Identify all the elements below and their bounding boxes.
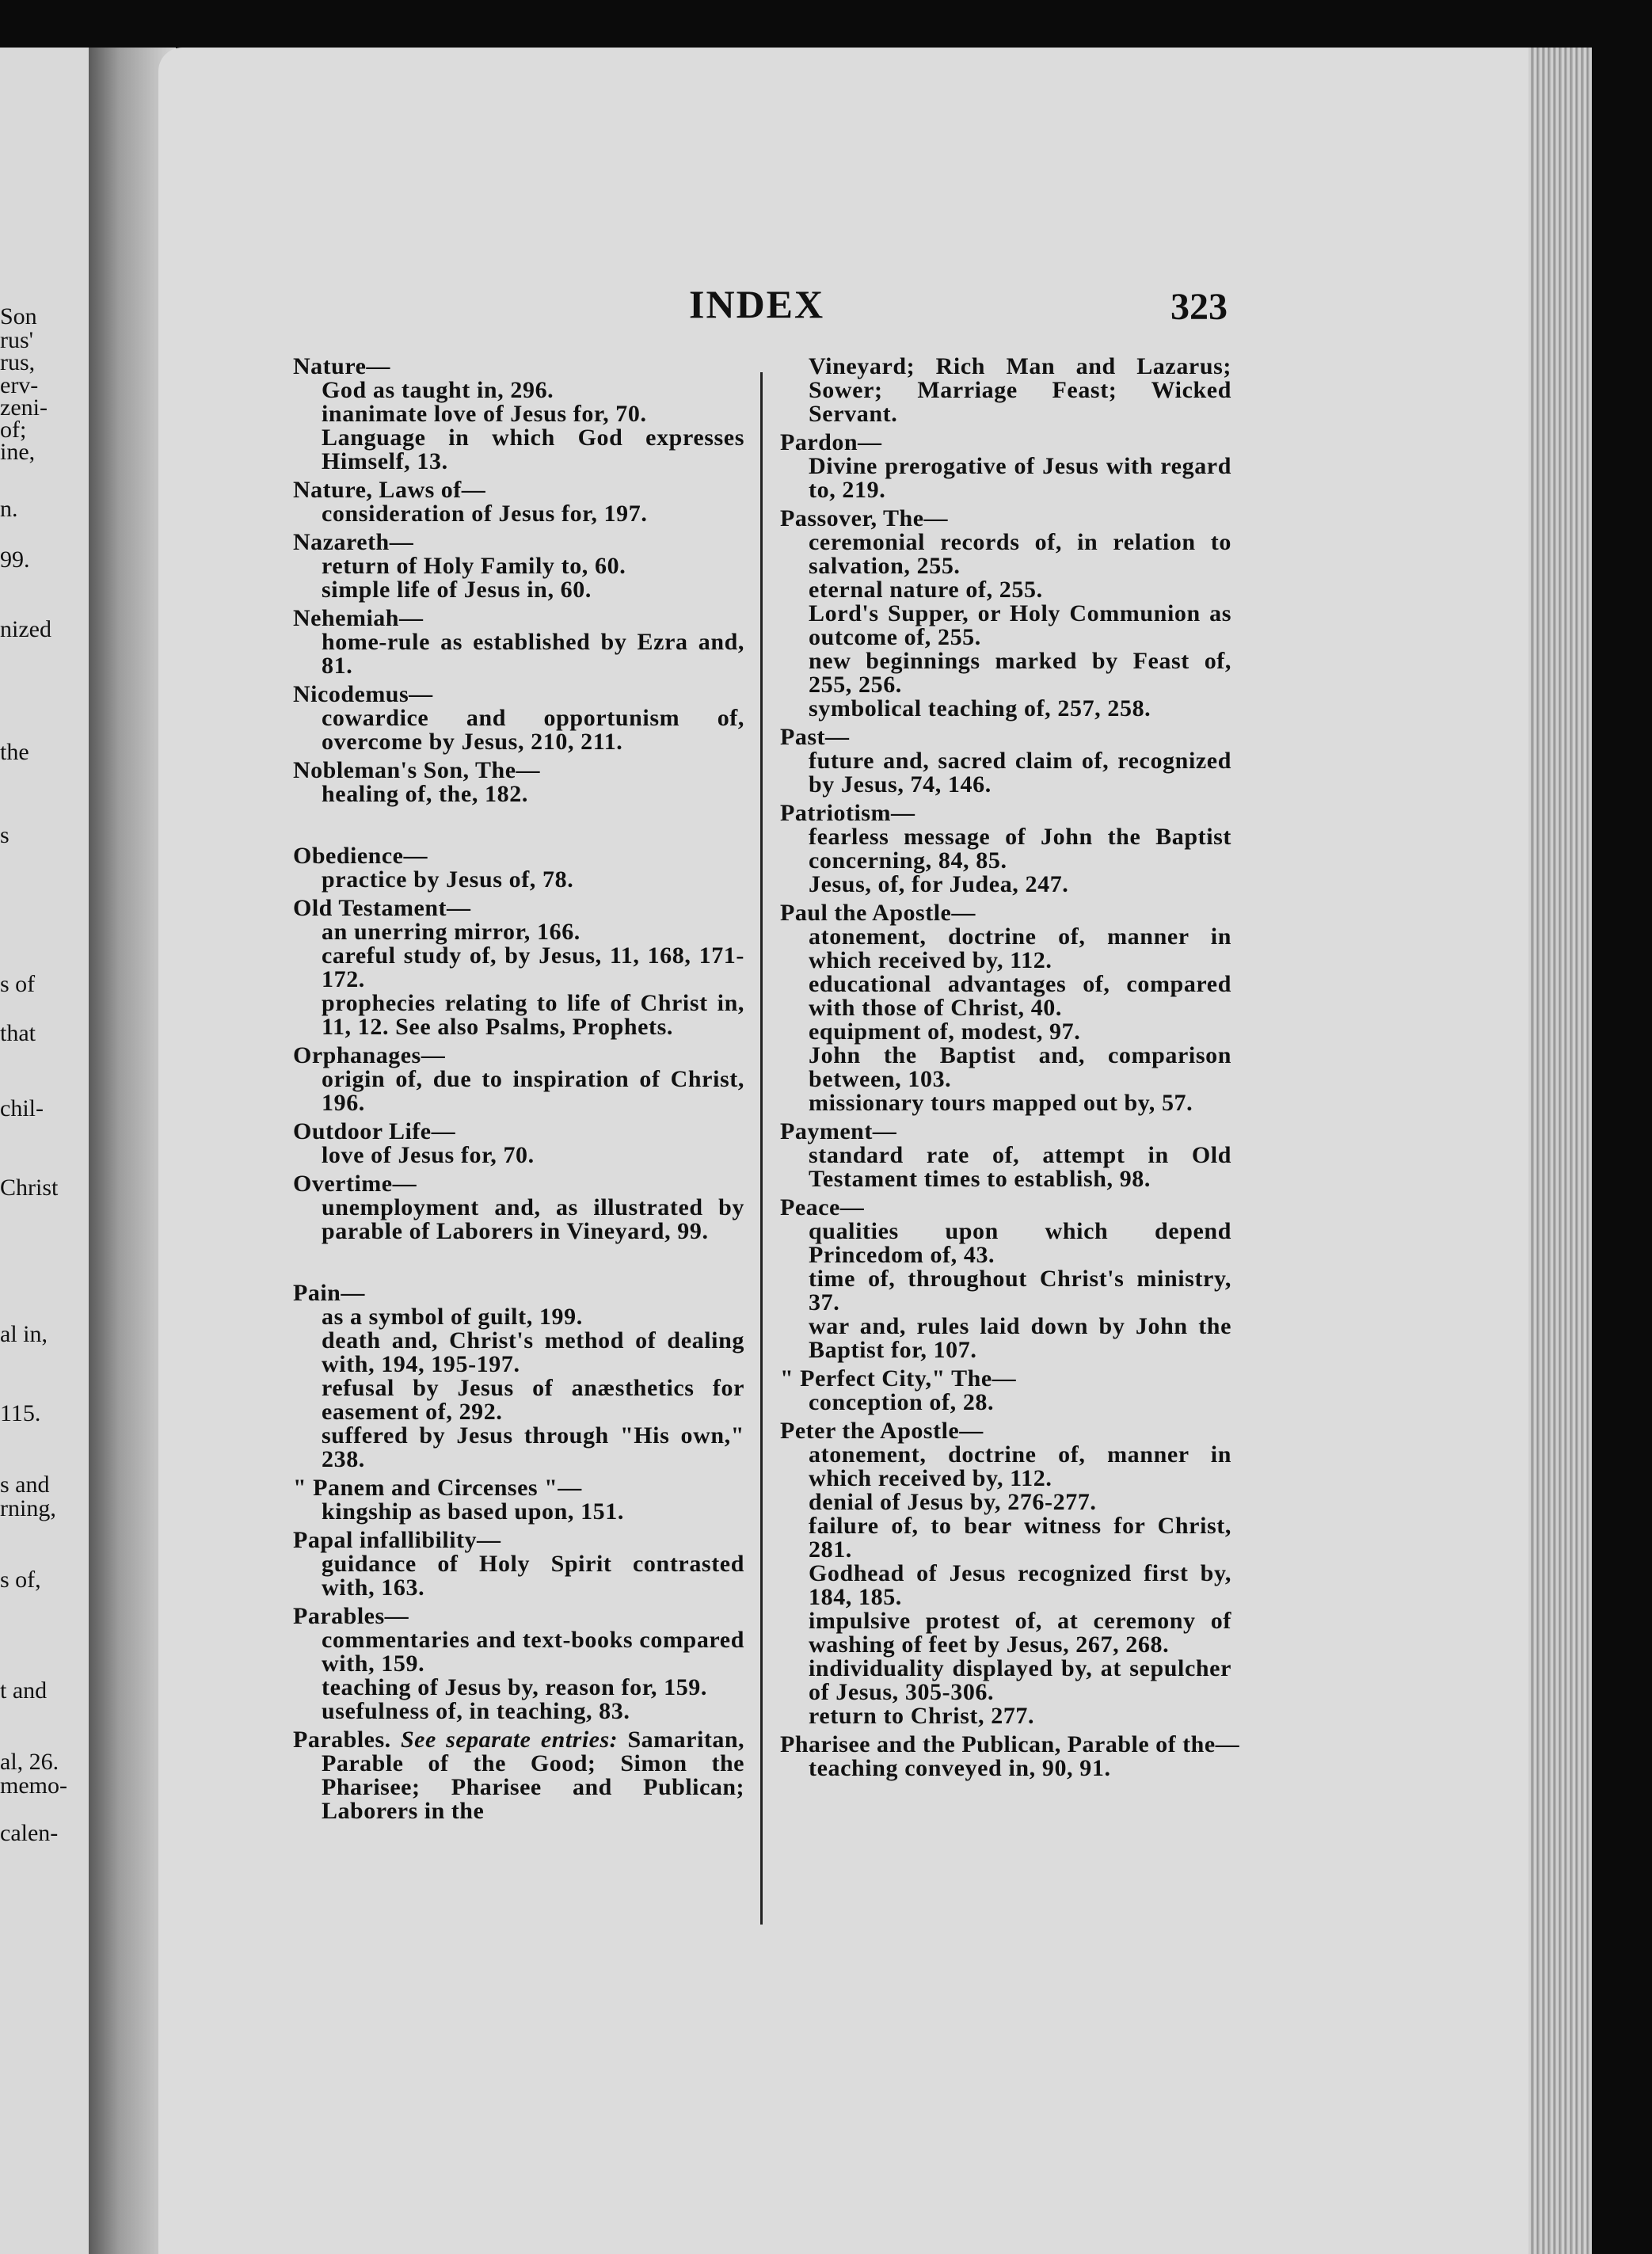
index-subentry: an unerring mirror, 166.	[322, 919, 580, 945]
index-heading-text: Payment—	[780, 1118, 897, 1144]
index-subentry: death and, Christ's method of dealing with, 194, 195-197.	[322, 1327, 744, 1377]
index-heading-text: Pain—	[293, 1280, 365, 1306]
facing-page-fragment: Son	[0, 303, 37, 329]
index-heading	[780, 1367, 1231, 1391]
facing-page-fragment: rning,	[0, 1495, 56, 1521]
facing-page-fragment: al, 26.	[0, 1749, 59, 1775]
index-subentry: impulsive protest of, at ceremony of washing of feet by Jesus, 267, 268.	[809, 1608, 1231, 1658]
facing-page-fragment: zeni-	[0, 394, 48, 421]
facing-page-fragment: n.	[0, 496, 18, 522]
index-entry	[293, 897, 744, 1039]
index-subentry: refusal by Jesus of anæsthetics for easement of, 292.	[322, 1375, 744, 1425]
index-heading-text: Pardon—	[780, 429, 882, 455]
index-entry	[293, 531, 744, 602]
index-entry	[780, 801, 1231, 897]
facing-page-fragment: 115.	[0, 1400, 41, 1426]
index-heading-text: Nature—	[293, 353, 390, 379]
index-heading	[780, 1731, 1240, 1757]
index-entry	[293, 1476, 744, 1524]
index-entry	[293, 1172, 744, 1243]
index-entry	[780, 1367, 1231, 1414]
index-subentry: usefulness of, in teaching, 83.	[322, 1698, 630, 1724]
facing-page-fragment: ine,	[0, 439, 36, 465]
index-entry	[780, 1196, 1231, 1362]
index-entry	[780, 355, 1231, 426]
facing-page-fragment: the	[0, 739, 29, 765]
index-entry	[293, 1605, 744, 1723]
index-entry	[293, 1044, 744, 1115]
index-heading	[780, 1419, 1231, 1443]
page-number: 323	[1170, 286, 1228, 328]
index-subentry: symbolical teaching of, 257, 258.	[809, 695, 1151, 722]
index-subentry: practice by Jesus of, 78.	[322, 866, 574, 893]
index-heading	[293, 1172, 744, 1196]
index-entry-continuation: Vineyard; Rich Man and Lazarus; Sower; Marriage Feast; Wicked Servant.	[809, 353, 1231, 427]
index-heading-text: Orphanages—	[293, 1042, 446, 1068]
index-subentry: Divine prerogative of Jesus with regard to, 219.	[809, 453, 1231, 503]
index-subentry: war and, rules laid down by John the Baptist for, 107.	[809, 1313, 1231, 1363]
index-entry	[780, 1731, 1240, 1781]
index-subentry: Language in which God expresses Himself, 13.	[322, 425, 744, 474]
index-entry	[293, 683, 744, 754]
index-subentry: return of Holy Family to, 60.	[322, 553, 626, 579]
index-heading	[780, 1120, 1231, 1144]
index-subentry: Lord's Supper, or Holy Communion as outcome of, 255.	[809, 600, 1231, 650]
index-heading	[293, 1728, 744, 1823]
index-heading	[293, 683, 744, 706]
index-entry	[293, 1120, 744, 1167]
index-heading	[293, 1044, 744, 1068]
index-subentry: unemployment and, as illustrated by parable of Laborers in Vineyard, 99.	[322, 1194, 744, 1244]
index-column-left	[293, 355, 744, 1828]
facing-page-fragment: chil-	[0, 1095, 44, 1121]
facing-page-fragment: calen-	[0, 1820, 59, 1846]
index-heading	[780, 901, 1231, 925]
running-head: INDEX	[689, 282, 825, 326]
index-heading	[293, 531, 744, 554]
index-subentry: qualities upon which depend Princedom of, 43.	[809, 1218, 1231, 1268]
index-heading-text: Peace—	[780, 1194, 865, 1220]
index-subentry: careful study of, by Jesus, 11, 168, 171-172.	[322, 942, 744, 992]
facing-page-fragment: Christ	[0, 1175, 59, 1201]
index-entry	[780, 1419, 1231, 1728]
index-subentry: healing of, the, 182.	[322, 781, 528, 807]
index-heading	[293, 478, 744, 502]
index-subentry: consideration of Jesus for, 197.	[322, 501, 648, 527]
index-subentry: conception of, 28.	[809, 1389, 995, 1415]
index-entry	[293, 759, 744, 806]
facing-page-fragment: s	[0, 822, 10, 848]
index-heading	[293, 355, 744, 379]
index-heading-text: Obedience—	[293, 843, 428, 869]
index-heading	[780, 1196, 1231, 1220]
index-subentry: teaching conveyed in, 90, 91.	[809, 1755, 1111, 1781]
index-subentry: return to Christ, 277.	[809, 1703, 1035, 1729]
facing-page-fragment: memo-	[0, 1772, 67, 1799]
index-heading-text: Nehemiah—	[293, 605, 424, 631]
index-heading-text: Patriotism—	[780, 800, 915, 826]
index-heading-text: Passover, The—	[780, 505, 949, 531]
index-subentry: ceremonial records of, in relation to salvation, 255.	[809, 529, 1231, 579]
index-subentry: atonement, doctrine of, manner in which received by, 112.	[809, 1441, 1231, 1491]
index-subentry: guidance of Holy Spirit contrasted with, 163.	[322, 1551, 744, 1601]
letter-group-gap	[293, 811, 744, 844]
see-reference-label: See separate entries:	[401, 1727, 619, 1753]
index-heading	[780, 507, 1231, 531]
index-heading	[780, 801, 1231, 825]
index-subentry: future and, sacred claim of, recognized by Jesus, 74, 146.	[809, 748, 1231, 798]
index-subentry: as a symbol of guilt, 199.	[322, 1304, 583, 1330]
facing-page-fragment: that	[0, 1020, 36, 1046]
index-subentry: God as taught in, 296.	[322, 377, 554, 403]
index-subentry: simple life of Jesus in, 60.	[322, 577, 592, 603]
index-subentry: fearless message of John the Baptist concerning, 84, 85.	[809, 824, 1231, 874]
index-entry	[780, 507, 1231, 721]
index-subentry: eternal nature of, 255.	[809, 577, 1043, 603]
facing-page-fragment: 99.	[0, 546, 30, 573]
index-heading-text: Papal infallibility—	[293, 1527, 501, 1553]
facing-page-fragment: s and	[0, 1472, 50, 1498]
index-subentry: standard rate of, attempt in Old Testament times to establish, 98.	[809, 1142, 1231, 1192]
index-entry	[293, 355, 744, 474]
index-subentry: failure of, to bear witness for Christ, 281.	[809, 1513, 1231, 1563]
facing-page-fragment: rus'	[0, 327, 34, 353]
index-subentry: time of, throughout Christ's ministry, 37.	[809, 1266, 1231, 1315]
index-entry	[293, 607, 744, 678]
index-entry	[780, 901, 1231, 1115]
index-heading-text: Pharisee and the Publican, Parable of the—	[780, 1731, 1240, 1757]
index-subentry: new beginnings marked by Feast of, 255, 256.	[809, 648, 1231, 698]
index-heading	[780, 725, 1231, 749]
index-heading	[780, 431, 1231, 455]
index-subentry: kingship as based upon, 151.	[322, 1498, 624, 1525]
index-subentry: atonement, doctrine of, manner in which received by, 112.	[809, 923, 1231, 973]
index-subentry: inanimate love of Jesus for, 70.	[322, 401, 647, 427]
index-heading-text: Paul the Apostle—	[780, 900, 976, 926]
index-heading-text: Nobleman's Son, The—	[293, 757, 541, 783]
facing-page-fragment: s of,	[0, 1567, 41, 1593]
facing-page-fragment: nized	[0, 616, 51, 642]
index-entry	[293, 1281, 744, 1472]
index-subentry: love of Jesus for, 70.	[322, 1142, 535, 1168]
index-heading	[293, 1120, 744, 1144]
facing-page-fragment: rus,	[0, 349, 36, 375]
index-subentry: home-rule as established by Ezra and, 81.	[322, 629, 744, 679]
index-subentry: commentaries and text-books compared with, 159.	[322, 1627, 744, 1677]
index-heading-text: Past—	[780, 724, 850, 750]
facing-page-fragment: t and	[0, 1677, 48, 1704]
index-subentry: equipment of, modest, 97.	[809, 1018, 1081, 1045]
index-heading	[293, 1476, 744, 1500]
facing-page-strip	[0, 48, 91, 2254]
index-heading-text: Outdoor Life—	[293, 1118, 456, 1144]
index-heading-text: Parables—	[293, 1603, 409, 1629]
index-heading-text: Nicodemus—	[293, 681, 433, 707]
scan-background-edge	[1592, 48, 1652, 2254]
index-heading-text: Overtime—	[293, 1171, 417, 1197]
index-entry	[293, 1728, 744, 1823]
index-heading-text: Old Testament—	[293, 895, 471, 921]
facing-page-fragment: of;	[0, 417, 27, 443]
index-entry	[780, 1120, 1231, 1191]
index-heading	[293, 897, 744, 920]
index-subentry: origin of, due to inspiration of Christ, 196.	[322, 1066, 744, 1116]
index-subentry: missionary tours mapped out by, 57.	[809, 1090, 1193, 1116]
index-entry	[293, 1529, 744, 1600]
index-heading	[293, 607, 744, 630]
index-subentry: teaching of Jesus by, reason for, 159.	[322, 1674, 707, 1700]
index-entry	[293, 844, 744, 892]
index-heading-text: " Perfect City," The—	[780, 1365, 1017, 1392]
index-column-right	[780, 353, 1240, 1785]
facing-page-fragment: s of	[0, 971, 36, 997]
index-heading-text: " Panem and Circenses "—	[293, 1475, 582, 1501]
index-subentry: individuality displayed by, at sepulcher of Jesus, 305-306.	[809, 1655, 1231, 1705]
letter-group-gap	[293, 1248, 744, 1281]
index-heading	[293, 1281, 744, 1305]
index-subentry: educational advantages of, compared with those of Christ, 40.	[809, 971, 1231, 1021]
column-rule	[760, 372, 763, 1925]
index-heading-text: Parables.	[293, 1727, 391, 1753]
index-heading	[293, 1605, 744, 1628]
index-subentry: Jesus, of, for Judea, 247.	[809, 871, 1069, 897]
index-subentry: denial of Jesus by, 276-277.	[809, 1489, 1097, 1515]
index-heading-text: Nature, Laws of—	[293, 477, 486, 503]
facing-page-fragment: al in,	[0, 1321, 48, 1347]
index-entry	[780, 725, 1231, 797]
page-edges	[1528, 48, 1592, 2254]
see-reference-targets: Samaritan, Parable of the Good; Simon the Pharisee; Pharisee and Publican; Laborers in the	[322, 1727, 744, 1824]
index-subentry: Godhead of Jesus recognized first by, 184, 185.	[809, 1560, 1231, 1610]
index-subentry: cowardice and opportunism of, overcome by Jesus, 210, 211.	[322, 705, 744, 755]
index-entry	[293, 478, 744, 526]
index-heading	[293, 1529, 744, 1552]
index-subentry: prophecies relating to life of Christ in, 11, 12. See also Psalms, Prophets.	[322, 990, 744, 1040]
index-heading-text: Nazareth—	[293, 529, 414, 555]
facing-page-fragment: erv-	[0, 372, 39, 398]
index-subentry: suffered by Jesus through "His own," 238.	[322, 1422, 744, 1472]
index-subentry: John the Baptist and, comparison between, 103.	[809, 1042, 1231, 1092]
index-heading	[293, 759, 744, 782]
index-heading-text: Peter the Apostle—	[780, 1418, 984, 1444]
index-heading	[293, 844, 744, 868]
index-entry	[780, 431, 1231, 502]
